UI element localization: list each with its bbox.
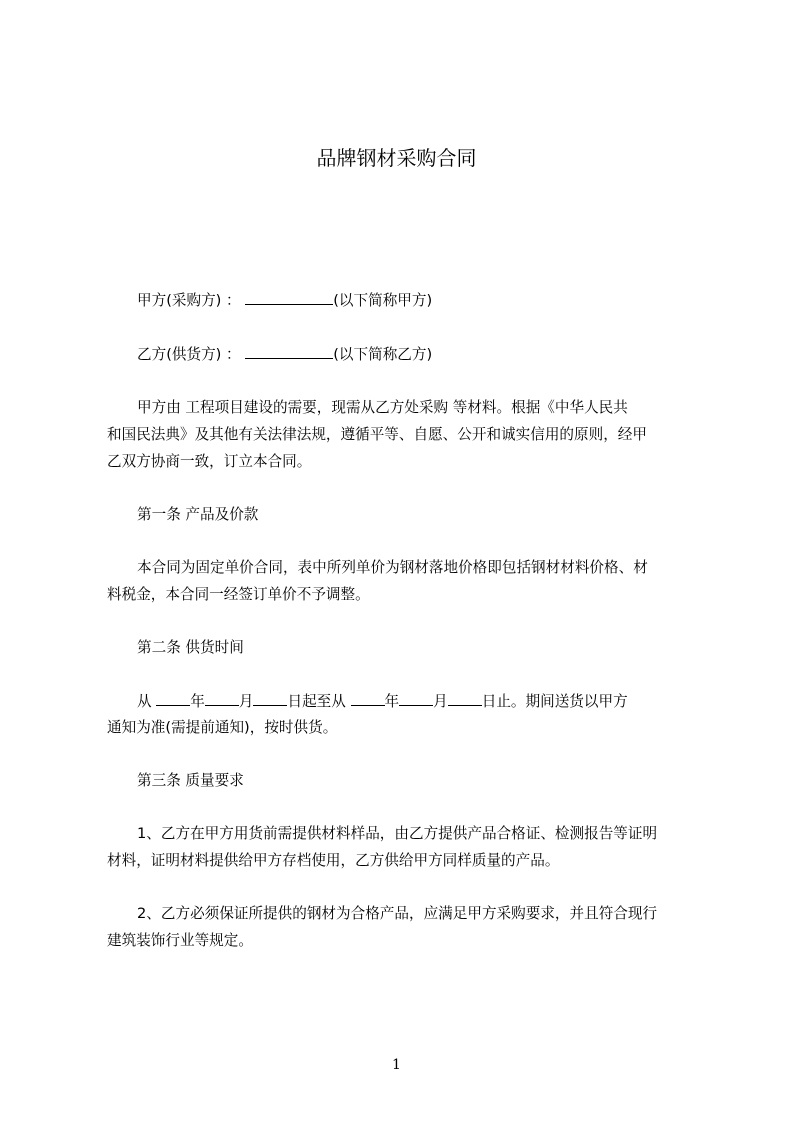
- party-b-line: [107, 344, 737, 365]
- party-a-suffix: (以下简称甲方): [333, 292, 433, 309]
- article-2-heading: 第二条 供货时间: [137, 639, 244, 656]
- end-year-word: 年: [384, 693, 400, 710]
- party-a-line: [107, 290, 737, 311]
- start-day-phrase: 日起至从: [287, 693, 346, 710]
- start-day-blank: [253, 691, 287, 706]
- intro-line-3: 乙双方协商一致，订立本合同。: [107, 453, 312, 470]
- article-1-line-2: 料税金，本合同一经签订单价不予调整。: [107, 586, 370, 603]
- end-day-phrase: 日止。期间送货以甲方: [481, 693, 628, 710]
- start-month-blank: [205, 691, 239, 706]
- article-3-item-1-line-1: 1、乙方在甲方用货前需提供材料样品，由乙方提供产品合格证、检测报告等证明: [137, 825, 658, 842]
- article-3-heading: 第三条 质量要求: [137, 772, 244, 789]
- article-2-line-1: [107, 691, 737, 712]
- article-1-heading: 第一条 产品及价款: [137, 506, 259, 523]
- party-a-label: 甲方(采购方) ：: [137, 292, 241, 309]
- article-1-line-1: 本合同为固定单价合同，表中所列单价为钢材落地价格即包括钢材材料价格、材: [137, 559, 648, 576]
- party-a-blank: [245, 290, 333, 305]
- end-month-blank: [399, 691, 433, 706]
- party-b-blank: [245, 344, 333, 359]
- article-3-item-1-line-2: 材料，证明材料提供给甲方存档使用，乙方供给甲方同样质量的产品。: [107, 852, 560, 869]
- article-2-line-2: 通知为准(需提前通知)，按时供货。: [107, 719, 338, 736]
- start-month-word: 月: [238, 693, 254, 710]
- intro-line-2: 和国民法典》及其他有关法律法规，遵循平等、自愿、公开和诚实信用的原则，经甲: [107, 426, 647, 443]
- end-month-word: 月: [433, 693, 448, 710]
- end-day-blank: [448, 691, 482, 706]
- document-title: 品牌钢材采购合同: [316, 146, 477, 170]
- from-word: 从: [137, 693, 152, 710]
- party-b-suffix: (以下简称乙方): [333, 346, 433, 363]
- start-year-blank: [156, 691, 190, 706]
- party-b-label: 乙方(供货方) ：: [137, 346, 241, 363]
- intro-line-1: 甲方由 工程项目建设的需要，现需从乙方处采购 等材料。根据《中华人民共: [137, 399, 628, 416]
- article-3-item-2-line-2: 建筑装饰行业等规定。: [107, 932, 253, 949]
- end-year-blank: [351, 691, 385, 706]
- start-year-word: 年: [190, 693, 205, 710]
- article-3-item-2-line-1: 2、乙方必须保证所提供的钢材为合格产品，应满足甲方采购要求，并且符合现行: [137, 905, 658, 922]
- page-number: 1: [392, 1057, 401, 1073]
